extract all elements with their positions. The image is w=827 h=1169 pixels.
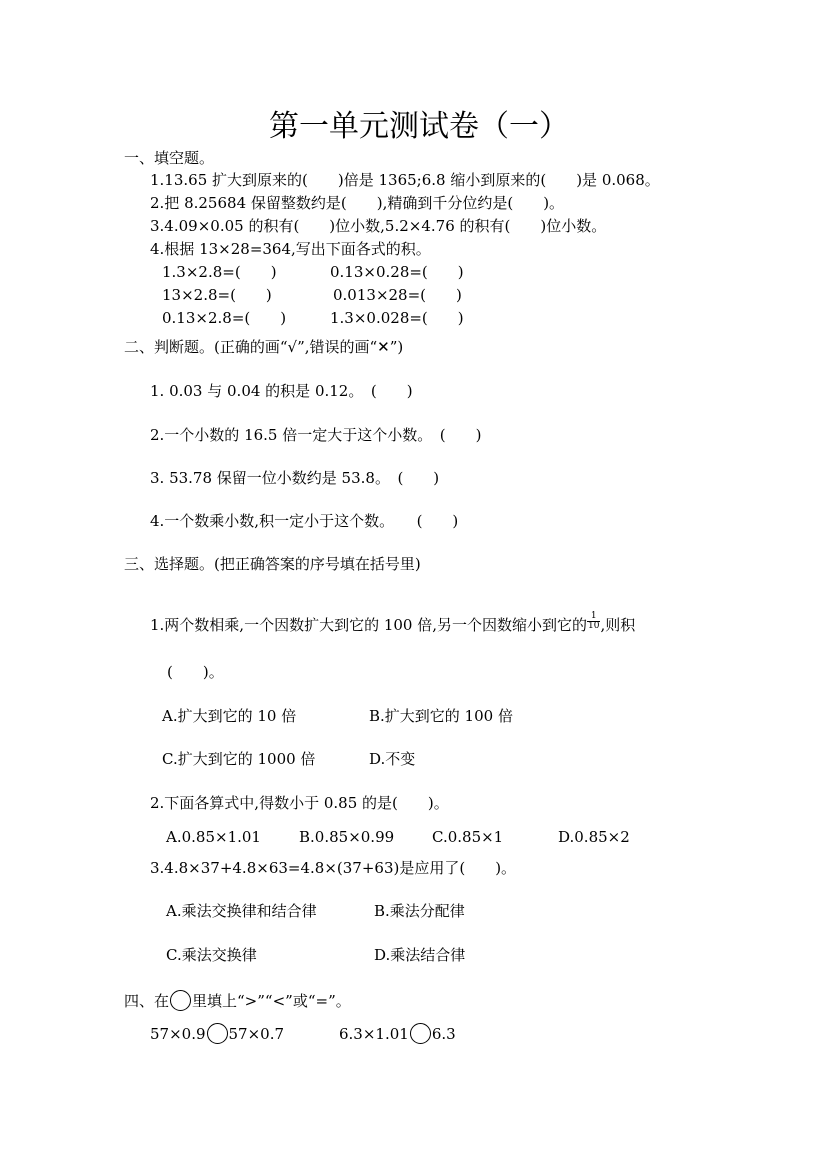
fill-question-1: 1.13.65 扩大到原来的( )倍是 1365;6.8 缩小到原来的( )是 0.068。 xyxy=(150,171,660,189)
choice-option: D.不变 xyxy=(369,750,416,768)
product-item: 0.013×28=( ) xyxy=(333,286,462,304)
choice-question-1-text: 1.两个数相乘,一个因数扩大到它的 100 倍,另一个因数缩小到它的 xyxy=(150,616,588,634)
compare-circle-icon xyxy=(170,990,191,1011)
choice-option: B.0.85×0.99 xyxy=(299,828,395,846)
judge-item: 1. 0.03 与 0.04 的积是 0.12。 ( ) xyxy=(150,382,413,400)
fraction-numerator: 1 xyxy=(587,612,600,622)
product-item: 0.13×2.8=( ) xyxy=(162,309,287,327)
choice-option: A.0.85×1.01 xyxy=(166,828,261,846)
choice-question-2: 2.下面各算式中,得数小于 0.85 的是( )。 xyxy=(150,794,449,812)
fraction-denominator: 10 xyxy=(588,621,600,631)
fraction-one-tenth xyxy=(587,612,600,631)
section-3-heading: 三、选择题。(把正确答案的序号填在括号里) xyxy=(124,555,421,573)
compare-expr-left: 6.3×1.01 xyxy=(339,1025,409,1043)
judge-item: 2.一个小数的 16.5 倍一定大于这个小数。 ( ) xyxy=(150,426,482,444)
compare-circle-icon xyxy=(207,1023,228,1044)
fill-question-3: 3.4.09×0.05 的积有( )位小数,5.2×4.76 的积有( )位小数。 xyxy=(150,217,607,235)
choice-question-3: 3.4.8×37+4.8×63=4.8×(37+63)是应用了( )。 xyxy=(150,859,517,877)
product-item: 0.13×0.28=( ) xyxy=(330,263,464,281)
page-title: 第一单元测试卷（一） xyxy=(269,109,569,144)
judge-item: 3. 53.78 保留一位小数约是 53.8。 ( ) xyxy=(150,469,440,487)
judge-item: 4.一个数乘小数,积一定小于这个数。 ( ) xyxy=(150,512,459,530)
choice-option: D.乘法结合律 xyxy=(374,946,466,964)
choice-option: C.乘法交换律 xyxy=(166,946,257,964)
choice-option: B.扩大到它的 100 倍 xyxy=(369,707,513,725)
choice-option: C.0.85×1 xyxy=(432,828,504,846)
section-4-heading xyxy=(124,990,351,1011)
compare-row xyxy=(339,1023,456,1044)
choice-question-1-tail: ,则积 xyxy=(600,616,636,634)
product-item: 1.3×2.8=( ) xyxy=(162,263,277,281)
compare-circle-icon xyxy=(410,1023,431,1044)
choice-option: D.0.85×2 xyxy=(558,828,630,846)
compare-row xyxy=(150,1023,284,1044)
product-item: 1.3×0.028=( ) xyxy=(330,309,464,327)
choice-option: A.扩大到它的 10 倍 xyxy=(162,707,297,725)
choice-question-1 xyxy=(150,612,635,633)
choice-option: C.扩大到它的 1000 倍 xyxy=(162,750,316,768)
section-2-heading: 二、判断题。(正确的画“√”,错误的画“✕”) xyxy=(124,338,404,356)
compare-expr-right: 57×0.7 xyxy=(228,1025,285,1043)
section-4-heading-end: 里填上“>”“<”或“=”。 xyxy=(192,992,351,1010)
choice-option: A.乘法交换律和结合律 xyxy=(166,902,317,920)
choice-option: B.乘法分配律 xyxy=(374,902,465,920)
choice-question-1-blank: ( )。 xyxy=(167,663,224,681)
fill-question-2: 2.把 8.25684 保留整数约是( ),精确到千分位约是( )。 xyxy=(150,194,565,212)
compare-expr-left: 57×0.9 xyxy=(150,1025,206,1043)
section-1-heading: 一、填空题。 xyxy=(124,149,215,167)
fill-question-4: 4.根据 13×28=364,写出下面各式的积。 xyxy=(150,240,431,258)
section-4-heading-start: 四、在 xyxy=(124,992,170,1010)
product-item: 13×2.8=( ) xyxy=(162,286,272,304)
compare-expr-right: 6.3 xyxy=(431,1025,456,1043)
